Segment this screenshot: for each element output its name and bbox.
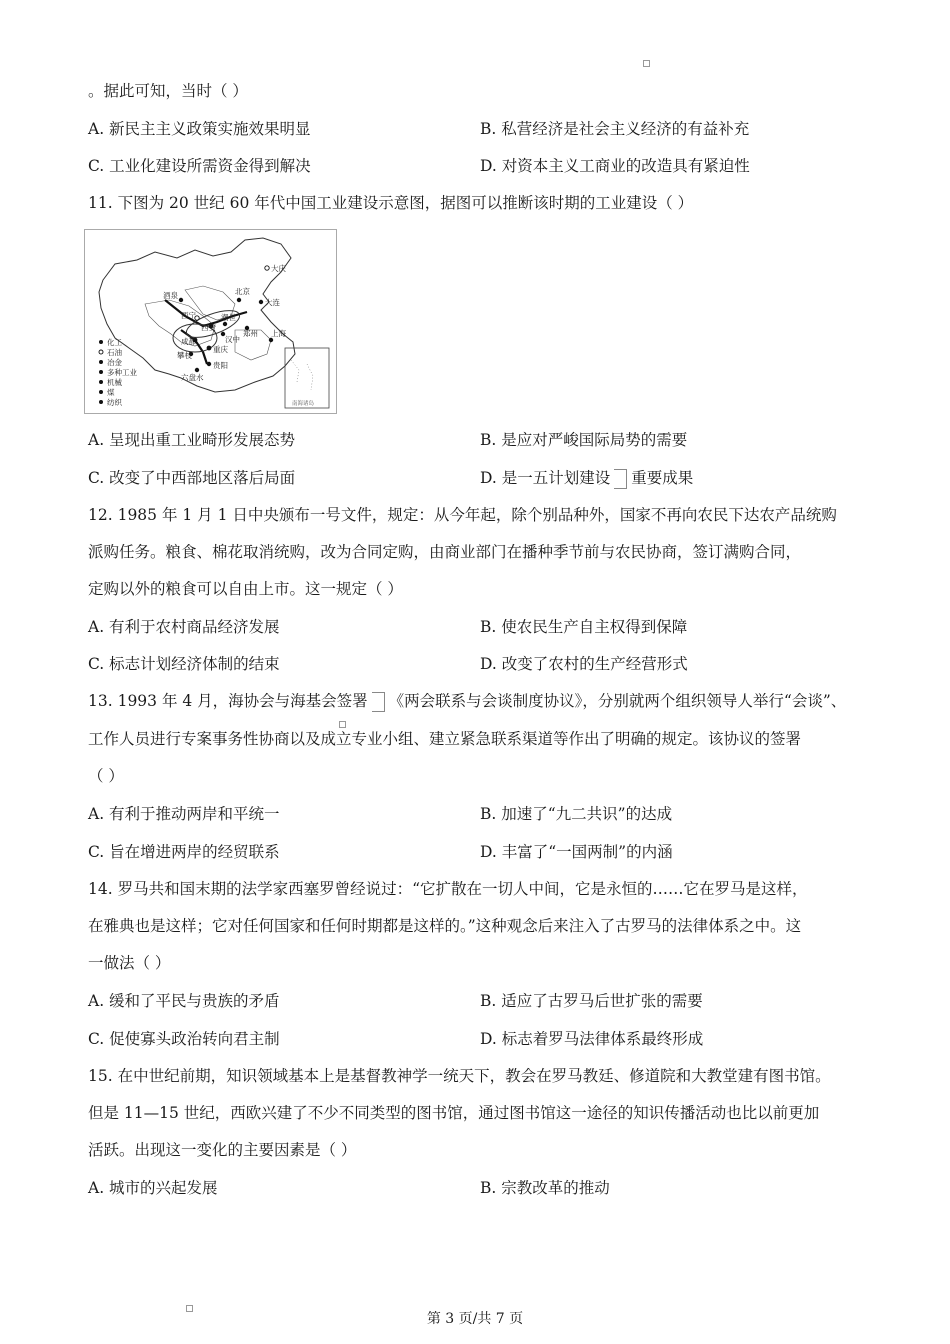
- legend-label-2: 冶金: [107, 358, 122, 367]
- city-dot-jiuquan: [179, 298, 183, 302]
- city-dot-shanghai: [269, 338, 273, 342]
- q13-option-b: B. 加速了“九二共识”的达成: [480, 805, 673, 823]
- q15-stem-line2: 但是 11—15 世纪，西欧兴建了不少不同类型的图书馆，通过图书馆这一途径的知识传播活动也比以前更加: [88, 1104, 820, 1122]
- q13-stem-line1-pre: 13. 1993 年 4 月，海协会与海基会签署: [88, 692, 368, 710]
- city-dot-liupanshui: [195, 368, 199, 372]
- q12-stem-line1: 12. 1985 年 1 月 1 日中央颁布一号文件，规定：从今年起，除个别品种外，国家不再向农民下达农产品统购: [88, 506, 837, 524]
- legend-marker-4: [99, 380, 103, 384]
- legend-marker-3: [99, 370, 103, 374]
- city-label-shanghai: 上海: [271, 329, 286, 338]
- q13-stem-line2: 工作人员进行专案事务性协商以及成立专业小组、建立紧急联系渠道等作出了明确的规定。该协议的签署: [88, 730, 802, 748]
- legend-marker-0: [99, 340, 103, 344]
- q12-stem-line2: 派购任务。粮食、棉花取消统购，改为合同定购，由商业部门在播种季节前与农民协商，签订满购合同，: [88, 543, 802, 561]
- q13-stem-line3: （ ）: [88, 767, 124, 785]
- legend-marker-1: [99, 350, 103, 354]
- q13-option-c: C. 旨在增进两岸的经贸联系: [88, 843, 280, 861]
- legend-label-4: 机械: [107, 378, 122, 387]
- legend-marker-5: [99, 390, 103, 394]
- legend-label-6: 纺织: [107, 398, 122, 407]
- map-legend: [99, 337, 137, 407]
- city-label-daqing: 大庆: [271, 264, 286, 273]
- q15-stem-line3: 活跃。出现这一变化的主要因素是（ ）: [88, 1141, 357, 1159]
- city-label-xian: 西安: [201, 323, 216, 332]
- q13-option-d: D. 丰富了“一国两制”的内涵: [480, 843, 673, 861]
- china-industry-map: [85, 230, 336, 413]
- q13-stem-line1: [88, 691, 846, 712]
- industry-map-figure: [84, 229, 337, 414]
- q11-option-d: [480, 468, 693, 489]
- city-label-zhengzhou: 郑州: [243, 329, 258, 338]
- q13-stem-line1-post: 《两会联系与会谈制度协议》，分别就两个组织领导人举行“会谈”、: [388, 692, 847, 710]
- q14-option-b: B. 适应了古罗马后世扩张的需要: [480, 992, 703, 1010]
- q10-option-c: C. 工业化建设所需资金得到解决: [88, 157, 311, 175]
- q14-stem-line1: 14. 罗马共和国末期的法学家西塞罗曾经说过：“它扩散在一切人中间，它是永恒的……它在罗马是这样，: [88, 880, 808, 898]
- q13-option-a: A. 有利于推动两岸和平统一: [88, 805, 280, 823]
- city-label-liupanshui: 六盘水: [181, 373, 204, 382]
- q14-option-a: A. 缓和了平民与贵族的矛盾: [88, 992, 280, 1010]
- marker-square-mid: [339, 721, 346, 728]
- q11-option-c: C. 改变了中西部地区落后局面: [88, 469, 296, 487]
- q10-option-b: B. 私营经济是社会主义经济的有益补充: [480, 120, 750, 138]
- q11-option-d-text-post: 重要成果: [631, 469, 694, 487]
- legend-label-0: 化工: [107, 338, 122, 347]
- city-dot-chaoshi: [223, 322, 227, 326]
- city-label-chongqing: 重庆: [213, 345, 228, 354]
- city-dot-beijing: [237, 298, 241, 302]
- q15-option-b: B. 宗教改革的推动: [480, 1179, 610, 1197]
- q10-stem-tail: 。据此可知，当时（ ）: [88, 82, 248, 100]
- city-dot-guiyang: [207, 362, 211, 366]
- q12-option-a: A. 有利于农村商品经济发展: [88, 618, 280, 636]
- city-label-chengdu: 成都: [181, 337, 196, 346]
- q12-option-b: B. 使农民生产自主权得到保障: [480, 618, 688, 636]
- q15-option-a: A. 城市的兴起发展: [88, 1179, 218, 1197]
- city-label-dalian: 大连: [265, 298, 280, 307]
- q11-stem: 11. 下图为 20 世纪 60 年代中国工业建设示意图，据图可以推断该时期的工业建设（ ）: [88, 194, 694, 212]
- legend-marker-2: [99, 360, 103, 364]
- q14-option-c: C. 促使寡头政治转向君主制: [88, 1030, 280, 1048]
- legend-marker-6: [99, 400, 103, 404]
- city-label-beijing: 北京: [235, 287, 250, 296]
- city-label-jiuquan: 酒泉: [163, 291, 178, 300]
- city-dot-dalian: [259, 300, 263, 304]
- page-footer: 第 3 页/共 7 页: [426, 1311, 524, 1327]
- city-dot-daqing: [265, 266, 269, 270]
- city-label-guiyang: 贵阳: [213, 361, 228, 370]
- marker-square-top: [643, 60, 650, 67]
- q11-option-d-text-pre: D. 是一五计划建设: [480, 469, 611, 487]
- inset-note: 南海诸岛: [292, 401, 315, 407]
- legend-label-1: 石油: [107, 348, 122, 357]
- inline-bracket-box: [614, 469, 627, 489]
- q12-option-d: D. 改变了农村的生产经营形式: [480, 655, 688, 673]
- q11-option-a: A. 呈现出重工业畸形发展态势: [88, 431, 296, 449]
- q14-option-d: D. 标志着罗马法律体系最终形成: [480, 1030, 704, 1048]
- q15-stem-line1: 15. 在中世纪前期，知识领域基本上是基督教神学一统天下，教会在罗马教廷、修道院和大教堂建有图书馆。: [88, 1067, 831, 1085]
- city-label-hanzhong: 汉中: [225, 335, 240, 344]
- city-label-xining: 西宁: [181, 311, 196, 320]
- q12-option-c: C. 标志计划经济体制的结束: [88, 655, 280, 673]
- q14-stem-line2: 在雅典也是这样；它对任何国家和任何时期都是这样的。”这种观念后来注入了古罗马的法律体系之中。这: [88, 917, 802, 935]
- q14-stem-line3: 一做法（ ）: [88, 954, 171, 972]
- city-label-chaoshi: 潮世: [221, 313, 236, 322]
- q11-option-b: B. 是应对严峻国际局势的需要: [480, 431, 688, 449]
- q10-option-d: D. 对资本主义工商业的改造具有紧迫性: [480, 157, 750, 175]
- city-dot-chongqing: [207, 346, 212, 351]
- q12-stem-line3: 定购以外的粮食可以自由上市。这一规定（ ）: [88, 580, 403, 598]
- city-label-panzhihua: 攀枝: [177, 351, 192, 360]
- q10-option-a: A. 新民主主义政策实施效果明显: [88, 120, 311, 138]
- legend-label-3: 多种工业: [107, 368, 137, 377]
- legend-label-5: 煤: [107, 388, 115, 397]
- inline-bracket-box-q13: [372, 692, 385, 712]
